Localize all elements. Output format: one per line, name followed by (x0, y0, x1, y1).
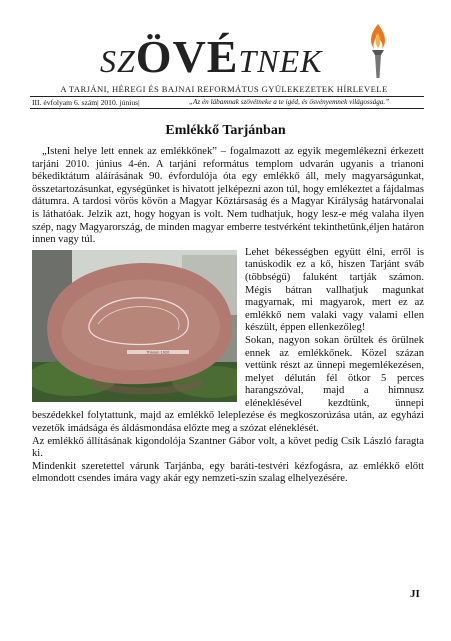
memorial-stone-image (32, 250, 237, 402)
logo-part-sz: SZ (100, 43, 136, 79)
masthead-motto: „Az én lábamnak szövétneke a te igéd, és ösvényemnek világossága.” (189, 98, 390, 106)
memorial-stone-photo (32, 250, 237, 402)
torch-icon (364, 22, 392, 80)
article-paragraph-5: Mindenkit szeretettel várunk Tarjánba, egy baráti-testvéri kézfogásra, az emlékkő előtt elmondott csendes imára vagy akár egy nemzeti-szín szalag elhelyezésére. (32, 460, 424, 485)
article-paragraph-1: „Isteni helye lett ennek az emlékkőnek” – fogalmazott az egyik megemlékezni érkezett tarjáni 2010. június 4-én. A tarjáni református templom udvarán ugyanis a trianoni békediktátum aláírásának 90. évfordulója óta egy emlékkő áll, mely magyarságunkat, összetartozásunkat, egységünket is hivatott jelképezni azon túl, hogy emlékeztet a fájdalmas dátumra. A tardosi vörös kövön a Magyar Köztársaság és a Magyar Királyság határvonalai is láthatóak. Jelzik azt, hogy hogyan is volt. Nem tudhatjuk, hogy lesz-e még valaha ilyen szép, nagy Magyarország, de minden magyar emberre testvérként tekinthetünk,éljen határon innen vagy túl. (32, 146, 424, 246)
header-rule-top (30, 96, 424, 97)
issue-info: III. évfolyam 6. szám| 2010. június| (32, 98, 140, 107)
page-number: JI (410, 588, 420, 600)
masthead (0, 0, 451, 110)
logo-part-ove: ÖVÉ (135, 31, 239, 82)
article-body (32, 146, 424, 486)
logo-part-tnek: TNEK (238, 43, 323, 79)
header-rule-bottom (30, 108, 424, 109)
stone-inscription: Trianon 1920 (146, 350, 170, 355)
article-paragraph-2: Lehet békességben együtt élni, erről is tanúskodik ez a kő, hiszen Tarjánt sváb (többségű) faluként tartják számon. Mégis bátran vallhatjuk magunkat magyarnak, mi magyarok, mert ez az emlékkő nem valaki vagy valami ellen készült, éppen ellenkezőleg! (245, 246, 424, 334)
article-paragraph-3: Sokan, nagyon sokan örültek és örülnek ennek az emlékkőnek. Közel százan vettünk részt az ünnepi megemlékezésen, melyet délután fél ötkor 5 perces harangszóval, majd a himnusz eléneklésével kezdtünk, ünnepi beszédekkel folytattunk, majd az emlékkő leleplezése és megkoszorúzása után, az egyházi vezetők imádsága és áldásmondása előzte meg a szózat eléneklését. (32, 334, 424, 435)
newsletter-subtitle: A TARJÁNI, HÉREGI ÉS BAJNAI REFORMÁTUS GYÜLEKEZETEK HÍRLEVELE (60, 84, 388, 94)
article-paragraph-4: Az emlékkő állításának kigondolója Szantner Gábor volt, a követ pedig Csík László faragta ki. (32, 435, 424, 460)
newsletter-logo (100, 30, 323, 83)
article-title: Emlékkő Tarjánban (165, 123, 286, 138)
